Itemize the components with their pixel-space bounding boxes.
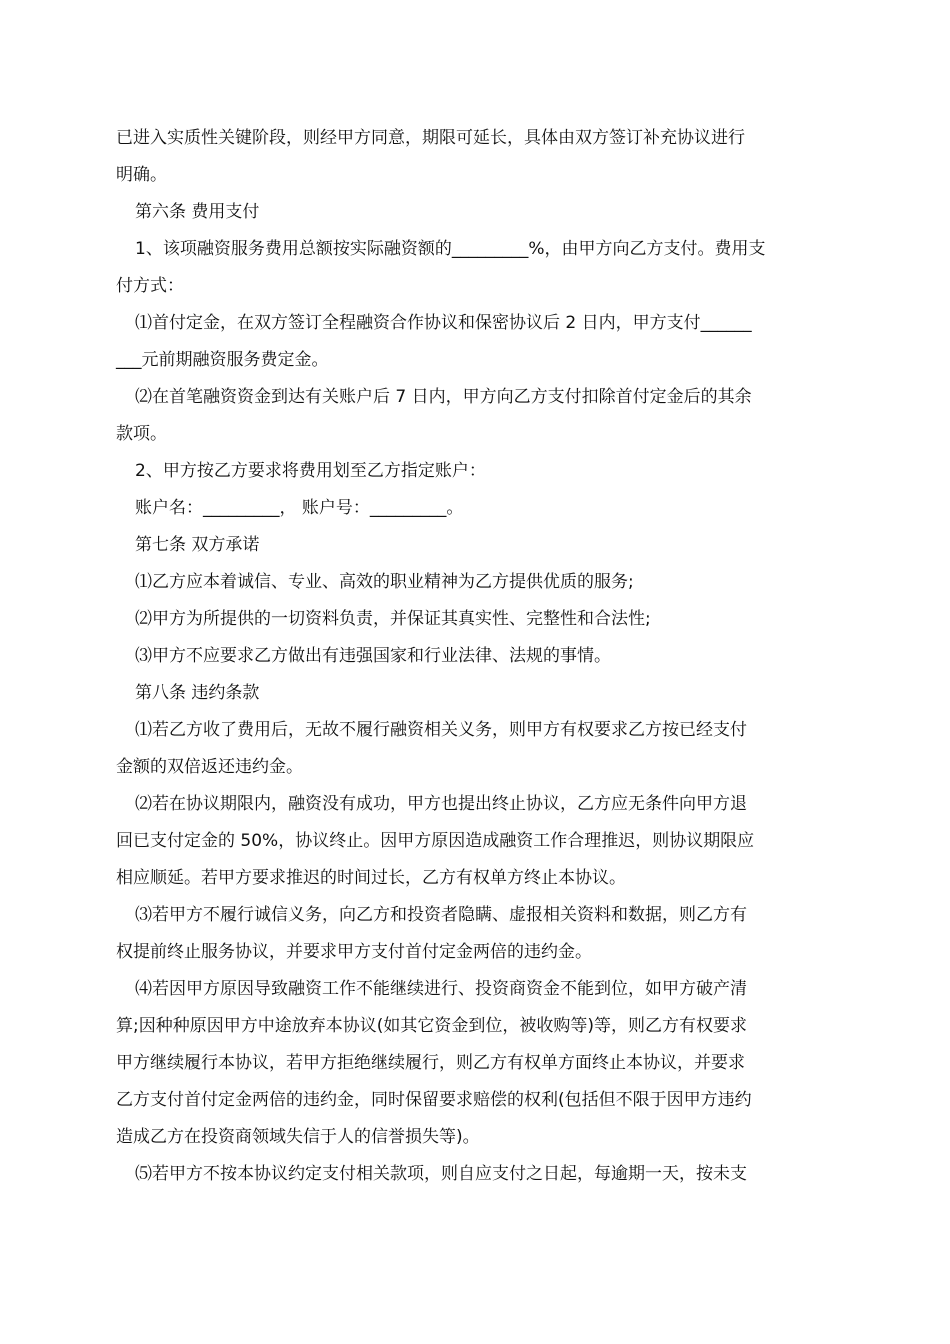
text-line: 2、甲方按乙方要求将费用划至乙方指定账户： xyxy=(135,461,486,481)
document-page xyxy=(116,120,838,1193)
text-line: ⑷若因甲方原因导致融资工作不能继续进行、投资商资金不能到位，如甲方破产清 xyxy=(135,979,747,999)
text-line: ⑵在首笔融资资金到达有关账户后 7 日内，甲方向乙方支付扣除首付定金后的其余 xyxy=(135,387,752,407)
text-line: 相应顺延。若甲方要求推迟的时间过长，乙方有权单方终止本协议。 xyxy=(116,868,626,888)
section-heading: 第七条 双方承诺 xyxy=(135,535,260,555)
section-heading: 第八条 违约条款 xyxy=(135,683,260,703)
text-line: 权提前终止服务协议，并要求甲方支付首付定金两倍的违约金。 xyxy=(116,942,592,962)
section-heading: 第六条 费用支付 xyxy=(135,202,260,222)
text-line: 1、该项融资服务费用总额按实际融资额的_________%，由甲方向乙方支付。费用支 xyxy=(135,239,766,259)
text-line: 明确。 xyxy=(116,165,167,185)
text-line: 甲方继续履行本协议，若甲方拒绝继续履行，则乙方有权单方面终止本协议，并要求 xyxy=(116,1053,745,1073)
text-line: 已进入实质性关键阶段，则经甲方同意，期限可延长，具体由双方签订补充协议进行 xyxy=(116,128,745,148)
text-line: ⑵甲方为所提供的一切资料负责，并保证其真实性、完整性和合法性; xyxy=(135,609,651,629)
text-line: 造成乙方在投资商领域失信于人的信誉损失等)。 xyxy=(116,1127,480,1147)
text-line: ⑸若甲方不按本协议约定支付相关款项，则自应支付之日起，每逾期一天，按未支 xyxy=(135,1164,747,1184)
text-line: ⑶甲方不应要求乙方做出有违强国家和行业法律、法规的事情。 xyxy=(135,646,611,666)
text-line: ⑶若甲方不履行诚信义务，向乙方和投资者隐瞒、虚报相关资料和数据，则乙方有 xyxy=(135,905,747,925)
text-line: 账户名：_________， 账户号：_________。 xyxy=(135,498,464,518)
text-line: 付方式： xyxy=(116,276,184,296)
text-line: ⑴首付定金，在双方签订全程融资合作协议和保密协议后 2 日内，甲方支付______ xyxy=(135,313,752,333)
text-line: 回已支付定金的 50%，协议终止。因甲方原因造成融资工作合理推迟，则协议期限应 xyxy=(116,831,755,851)
text-line: 算;因种种原因甲方中途放弃本协议(如其它资金到位，被收购等)等，则乙方有权要求 xyxy=(116,1016,747,1036)
text-line: ___元前期融资服务费定金。 xyxy=(116,350,329,370)
text-line: 金额的双倍返还违约金。 xyxy=(116,757,303,777)
text-line: ⑵若在协议期限内，融资没有成功，甲方也提出终止协议，乙方应无条件向甲方退 xyxy=(135,794,747,814)
text-line: 款项。 xyxy=(116,424,167,444)
text-line: 乙方支付首付定金两倍的违约金，同时保留要求赔偿的权利(包括但不限于因甲方违约 xyxy=(116,1090,752,1110)
text-line: ⑴若乙方收了费用后，无故不履行融资相关义务，则甲方有权要求乙方按已经支付 xyxy=(135,720,747,740)
text-line: ⑴乙方应本着诚信、专业、高效的职业精神为乙方提供优质的服务; xyxy=(135,572,634,592)
